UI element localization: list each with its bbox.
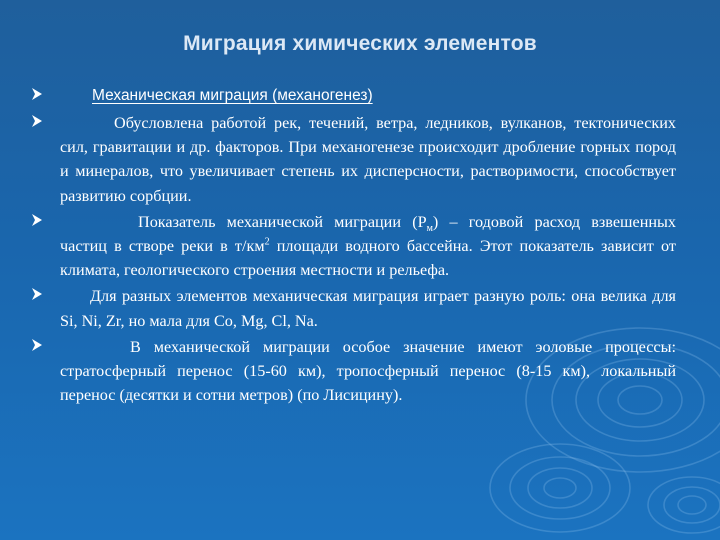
bullet-item-indicator bbox=[30, 210, 676, 283]
superscript: 2 bbox=[264, 236, 270, 248]
bullet-item-aeolian bbox=[30, 335, 676, 408]
bullet-item-heading bbox=[30, 84, 676, 108]
bullet-item-elements bbox=[30, 284, 676, 332]
arrowhead-bullet-icon bbox=[30, 87, 44, 101]
subscript: м bbox=[426, 223, 433, 235]
bullet-item-description bbox=[30, 111, 676, 208]
arrowhead-bullet-icon bbox=[30, 114, 44, 128]
bullet-text: Показатель механической миграции $(Р_м)$ – годовой расход взвешенных частиц в створе реки в $т/км^2$ площади водного бассейна. Этот показатель зависит от климата, геологического строения местности и рельефа. bbox=[60, 212, 676, 280]
arrowhead-bullet-icon bbox=[30, 338, 44, 352]
bullet-text: Для разных элементов механическая миграция играет разную роль: она велика для Si, Ni, Zr, но мала для Co, Mg, Cl, Na. bbox=[60, 287, 676, 330]
bullet-list bbox=[30, 84, 676, 407]
bullet-text: В механической миграции особое значение имеют эоловые процессы: стратосферный перенос (15-60 км), тропосферный перенос (8-15 км), локальный перенос (десятки и сотни метров) (по Лисицину). bbox=[60, 337, 676, 405]
arrowhead-bullet-icon bbox=[30, 213, 44, 227]
arrowhead-bullet-icon bbox=[30, 287, 44, 301]
section-heading: Механическая миграция (механогенез) bbox=[92, 87, 373, 104]
slide-title: Миграция химических элементов bbox=[183, 32, 537, 55]
bullet-text: Обусловлена работой рек, течений, ветра, ледников, вулканов, тектонических сил, гравитации и др. факторов. При механогенезе происходит дробление горных пород и минералов, что увеличивает степень их дисперсности, растворимости, способствует развитию сорбции. bbox=[60, 114, 676, 205]
